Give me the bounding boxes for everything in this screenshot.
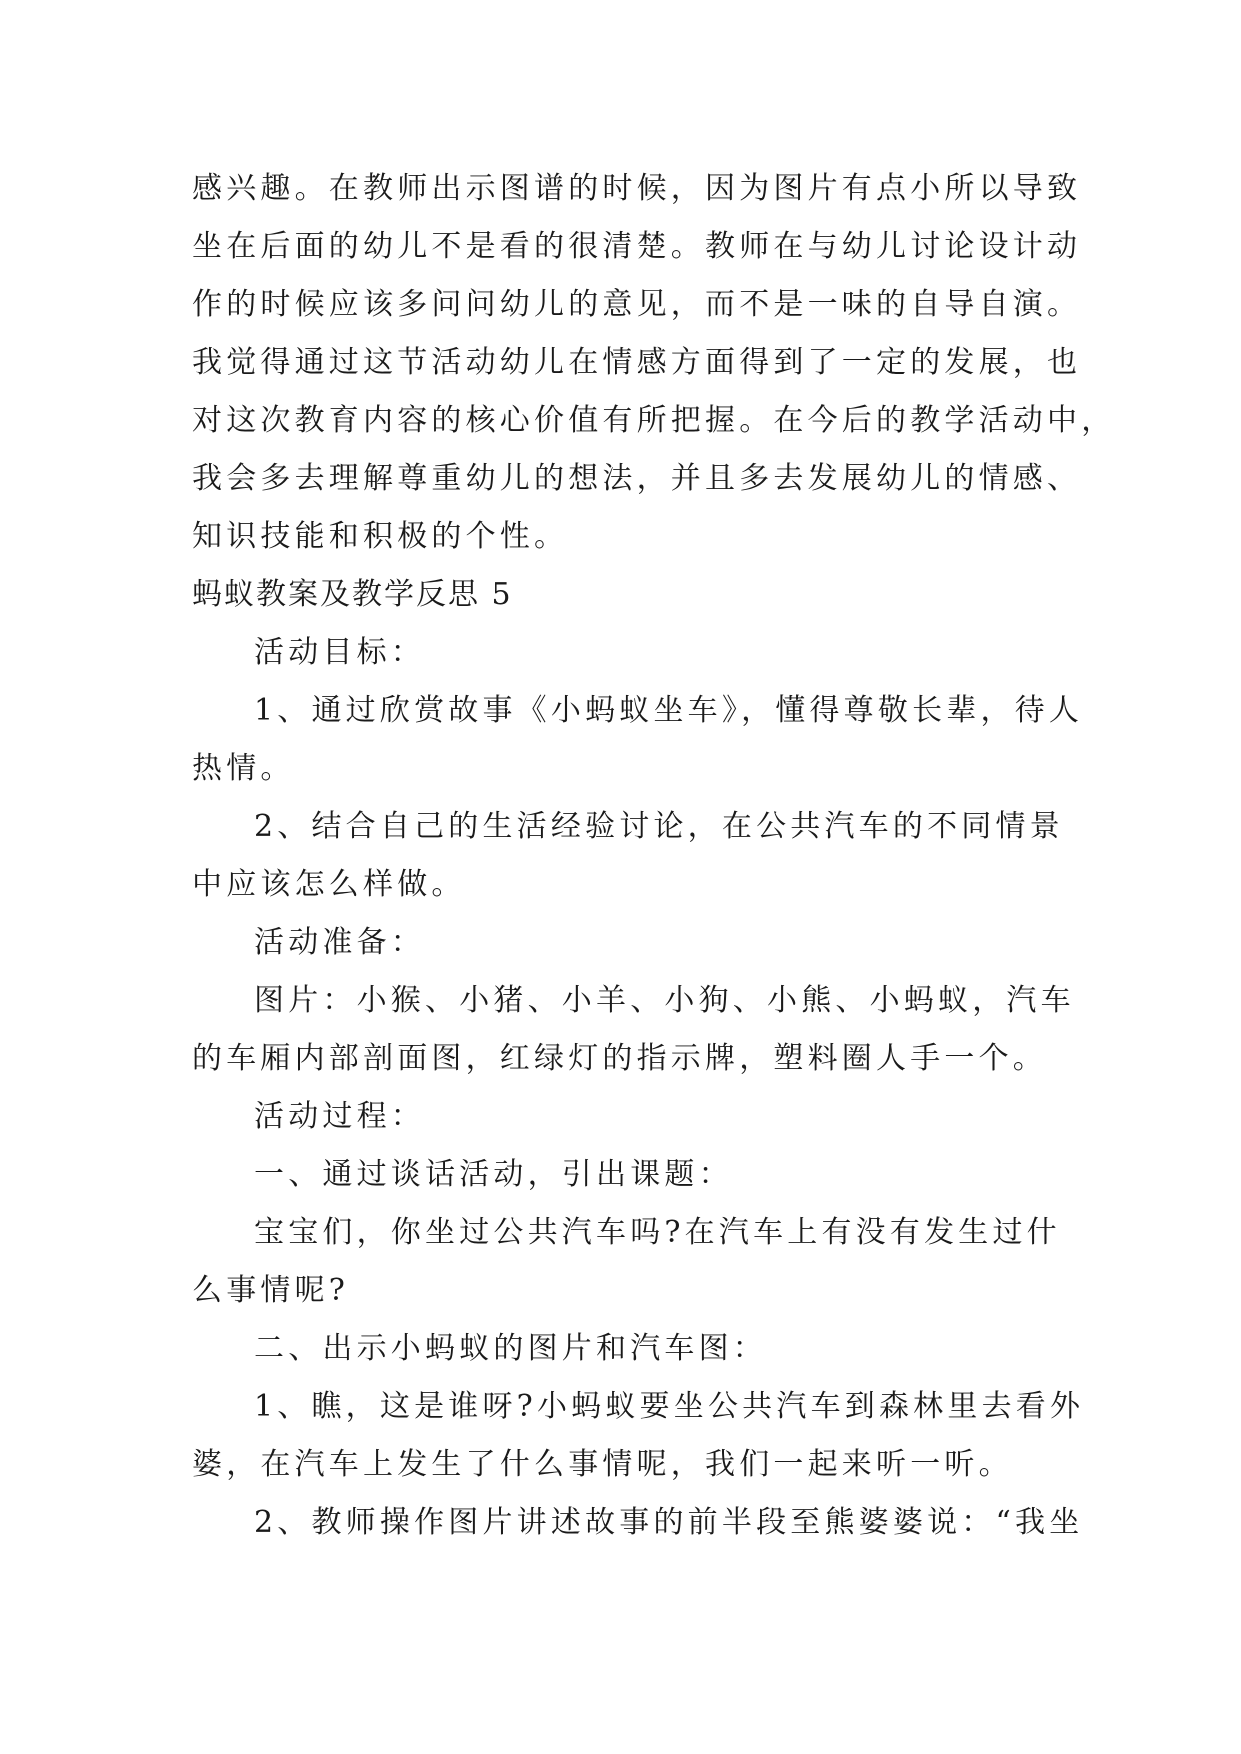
paragraph-line: 么事情呢? [192,1273,350,1308]
paragraph-line: 对这次教育内容的核心价值有所把握。在今后的教学活动中， [192,403,1116,438]
paragraph-line: 1、通过欣赏故事《小蚂蚁坐车》，懂得尊敬长辈，待人 [254,693,1084,728]
paragraph-line: 的车厢内部剖面图，红绿灯的指示牌，塑料圈人手一个。 [192,1041,1047,1076]
paragraph-line: 感兴趣。在教师出示图谱的时候，因为图片有点小所以导致 [192,171,1082,206]
paragraph-line: 热情。 [192,751,295,786]
paragraph-line: 婆，在汽车上发生了什么事情呢，我们一起来听一听。 [192,1447,1013,1482]
section-heading: 蚂蚁教案及教学反思 5 [192,577,513,612]
paragraph-line: 作的时候应该多问问幼儿的意见，而不是一味的自导自演。 [192,287,1082,322]
paragraph-line: 我觉得通过这节活动幼儿在情感方面得到了一定的发展，也 [192,345,1082,380]
paragraph-line: 知识技能和积极的个性。 [192,519,569,554]
paragraph-line: 2、教师操作图片讲述故事的前半段至熊婆婆说：“我坐 [254,1505,1084,1540]
subheading-activity-process: 活动过程： [254,1099,425,1134]
subheading-activity-prep: 活动准备： [254,925,425,960]
paragraph-line: 中应该怎么样做。 [192,867,466,902]
paragraph-line: 坐在后面的幼儿不是看的很清楚。教师在与幼儿讨论设计动 [192,229,1082,264]
paragraph-line: 图片：小猴、小猪、小羊、小狗、小熊、小蚂蚁，汽车 [254,983,1075,1018]
subheading-activity-goals: 活动目标： [254,635,425,670]
document-page [192,160,1116,1552]
paragraph-line: 宝宝们，你坐过公共汽车吗?在汽车上有没有发生过什 [254,1215,1061,1250]
paragraph-line: 二、出示小蚂蚁的图片和汽车图： [254,1331,767,1366]
paragraph-line: 一、通过谈话活动，引出课题： [254,1157,733,1192]
paragraph-line: 我会多去理解尊重幼儿的想法，并且多去发展幼儿的情感、 [192,461,1082,496]
paragraph-line: 2、结合自己的生活经验讨论，在公共汽车的不同情景 [254,809,1064,844]
paragraph-line: 1、瞧，这是谁呀?小蚂蚁要坐公共汽车到森林里去看外 [254,1389,1085,1424]
